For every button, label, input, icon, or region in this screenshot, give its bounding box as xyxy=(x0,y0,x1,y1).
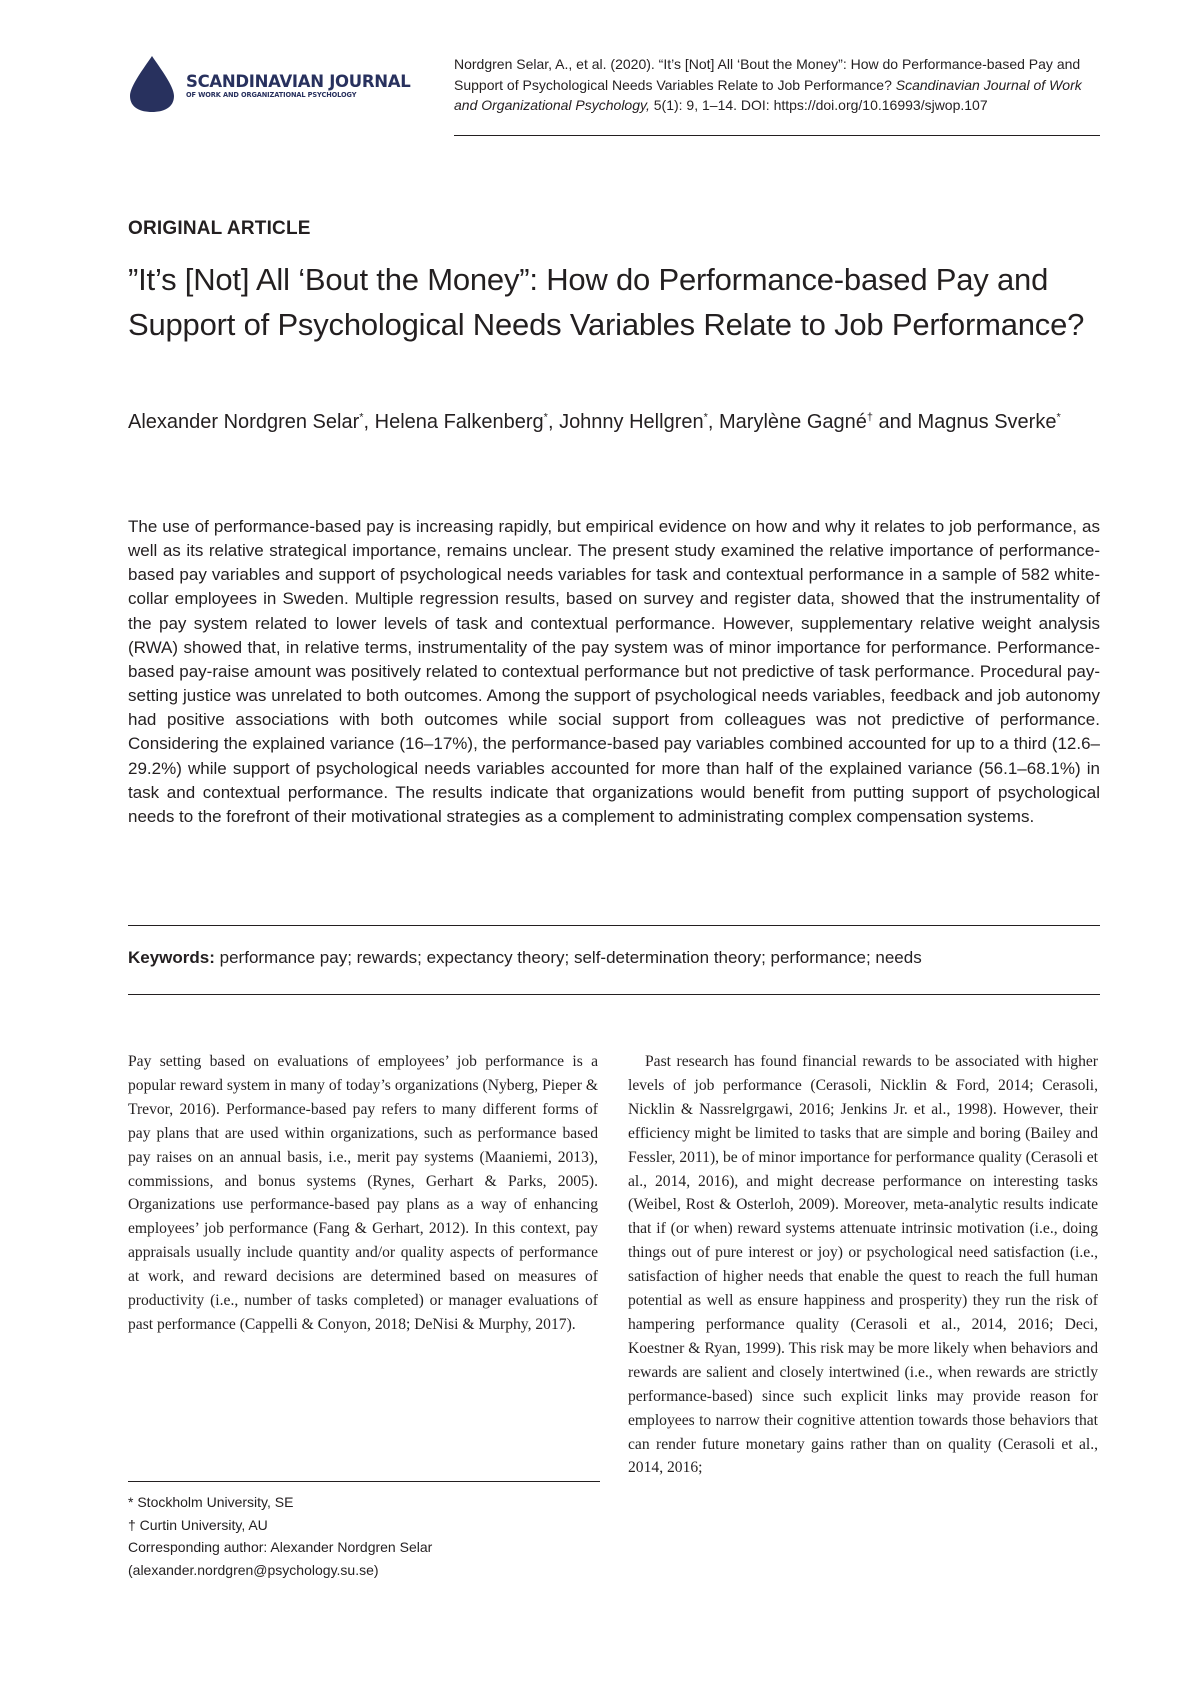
author-separator: , xyxy=(707,411,719,433)
body-column-left xyxy=(128,1050,598,1337)
abstract: The use of performance-based pay is increasing rapidly, but empirical evidence on how and why it relates to job performance, as well as its relative strategical importance, remains unclear. The present study examined the relative importance of performance-based pay variables and support of psychological needs variables for task and contextual performance in a sample of 582 white-collar employees in Sweden. Multiple regression results, based on survey and register data, showed that the instrumentality of the pay system related to lower levels of task and contextual performance. However, supplementary relative weight analysis (RWA) showed that, in relative terms, instrumentality of the pay system was of minor importance for performance. Performance-based pay-raise amount was positively related to contextual performance but not predictive of task performance. Procedural pay-setting justice was unrelated to both outcomes. Among the support of psychological needs variables, feedback and job autonomy had positive associations with both outcomes while social support from colleagues was not predictive of performance. Considering the explained variance (16–17%), the performance-based pay variables combined accounted for up to a third (12.6–29.2%) while support of psychological needs variables accounted for more than half of the explained variance (56.1–68.1%) in task and contextual performance. The results indicate that organizations would benefit from putting support of psychological needs to the forefront of their motivational strategies as a complement to administrating complex compensation systems. xyxy=(128,517,1100,826)
body-paragraph: Past research has found financial rewards to be associated with higher levels of job performance (Cerasoli, Nicklin & Ford, 2014; Cerasoli, Nicklin & Nassrelgrgawi, 2016; Jenkins Jr. et al., 1998). However, their efficiency might be limited to tasks that are simple and boring (Bailey and Fessler, 2011), be of minor importance for performance quality (Cerasoli et al., 2014, 2016), and might decrease performance on interesting tasks (Weibel, Rost & Osterloh, 2009). Moreover, meta-analytic results indicate that if (or when) reward systems attenuate intrinsic motivation (i.e., doing things out of pure interest or joy) or psychological need satisfaction (i.e., satisfaction of higher needs that enable the quest to reach the full human potential as well as ensure happiness and prosperity) they run the risk of hampering performance quality (Cerasoli et al., 2014, 2016; Deci, Koestner & Ryan, 1999). This risk may be more likely when behaviors and rewards are salient and closely intertwined (i.e., when rewards are strictly performance-based) since such explicit links may provide reason for employees to narrow their cognitive attention towards those behaviors that can render future monetary gains rather than on quality (Cerasoli et al., 2014, 2016; xyxy=(628,1053,1098,1477)
affiliation-mark: * xyxy=(1056,411,1061,424)
keywords-label: Keywords: xyxy=(128,948,215,967)
body-column-right xyxy=(628,1050,1098,1480)
article-type: ORIGINAL ARTICLE xyxy=(128,218,311,239)
footnotes xyxy=(128,1491,598,1581)
footnote-affiliation-2: † Curtin University, AU xyxy=(128,1516,268,1533)
author-separator: , xyxy=(547,411,560,433)
footnote-corresponding-author: Corresponding author: Alexander Nordgren Selar xyxy=(128,1539,433,1555)
citation xyxy=(454,54,1100,116)
author-name: Marylène Gagné xyxy=(719,411,867,433)
affiliation-mark: † xyxy=(866,411,873,424)
author-name: Alexander Nordgren Selar xyxy=(128,411,360,433)
keywords-top-rule xyxy=(128,925,1100,926)
affiliation-mark: * xyxy=(359,411,364,424)
journal-logo-text xyxy=(186,73,410,99)
journal-logo-name: SCANDINAVIAN JOURNAL xyxy=(186,72,411,91)
affiliation-mark: * xyxy=(703,411,708,424)
keywords xyxy=(128,948,922,968)
footnote-email: (alexander.nordgren@psychology.su.se) xyxy=(128,1561,379,1578)
keywords-text: performance pay; rewards; expectancy theory; self-determination theory; performance; needs xyxy=(214,948,922,967)
affiliation-mark: * xyxy=(543,411,548,424)
footnote-affiliation-1: * Stockholm University, SE xyxy=(128,1494,294,1510)
keywords-bottom-rule xyxy=(128,994,1100,995)
journal-logo xyxy=(124,54,414,118)
footnote-rule xyxy=(128,1481,600,1482)
journal-logo-subtitle: OF WORK AND ORGANIZATIONAL PSYCHOLOGY xyxy=(186,91,357,99)
author-separator: , xyxy=(363,411,375,433)
citation-ref: Nordgren Selar, A., et al. (2020). “It’s [Not] All ‘Bout the Money”: How do Performance-based Pay and Support of Psychological Needs Variables Relate to Job Performance? xyxy=(454,56,1081,93)
author-separator: and xyxy=(873,411,918,433)
authors xyxy=(128,408,1108,436)
header-rule xyxy=(454,135,1100,136)
author-name: Magnus Sverke xyxy=(917,411,1057,433)
citation-volume: 5(1): 9, 1–14. DOI: https://doi.org/10.16993/sjwop.107 xyxy=(649,97,988,113)
author-name: Johnny Hellgren xyxy=(559,411,704,433)
journal-logo-icon xyxy=(124,54,180,114)
article-title: ”It’s [Not] All ‘Bout the Money”: How do Performance-based Pay and Support of Psychological Needs Variables Relate to Job Performance? xyxy=(128,262,1085,342)
body-paragraph: Pay setting based on evaluations of employees’ job performance is a popular reward system in many of today’s organizations (Nyberg, Pieper & Trevor, 2016). Performance-based pay refers to many different forms of pay plans that are used within organizations, such as performance based pay raises on an annual basis, i.e., merit pay systems (Maaniemi, 2013), commissions, and bonus systems (Rynes, Gerhart & Parks, 2005). Organizations use performance-based pay plans as a way of enhancing employees’ job performance (Fang & Gerhart, 2012). In this context, pay appraisals usually include quantity and/or quality aspects of performance at work, and reward decisions are determined based on measures of productivity (i.e., number of tasks completed) or manager evaluations of past performance (Cappelli & Conyon, 2018; DeNisi & Murphy, 2017). xyxy=(128,1053,598,1333)
author-name: Helena Falkenberg xyxy=(374,411,544,433)
citation-journal: Scandinavian Journal of Work and Organizational Psychology, xyxy=(454,76,1082,113)
